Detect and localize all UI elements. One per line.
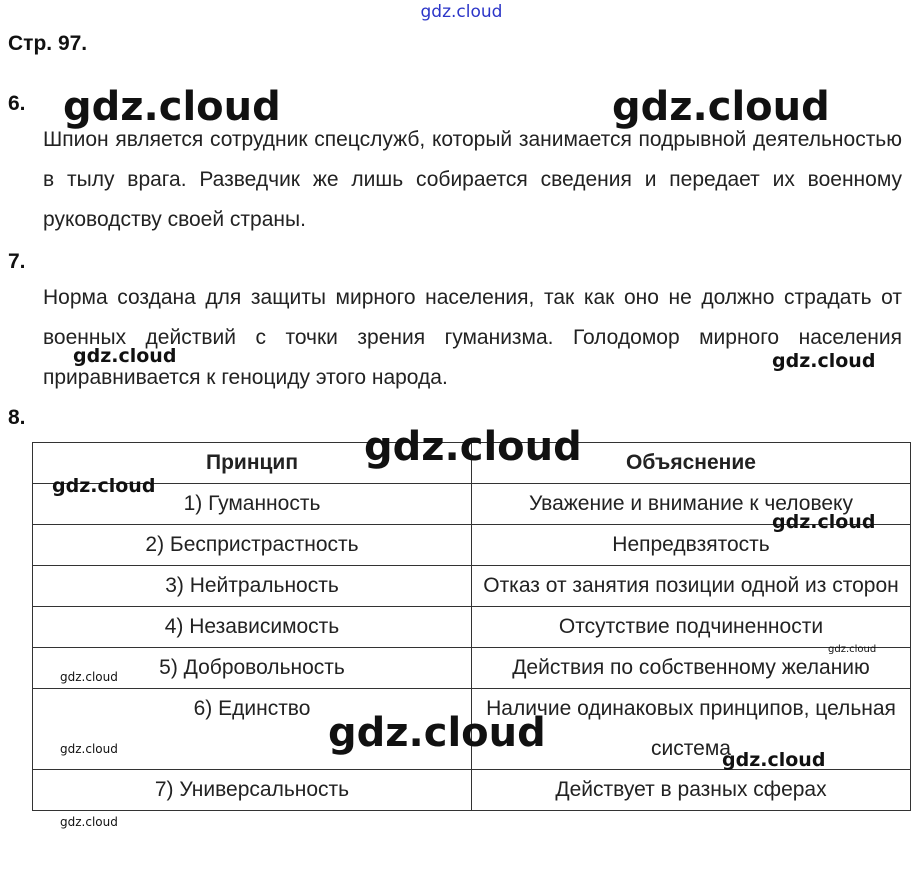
header-watermark: gdz.cloud bbox=[420, 2, 503, 22]
question-7-answer: Норма создана для защиты мирного населения, так как оно не должно страдать от военных действий с точки зрения гуманизма. Голодомор мирного населения приравнивается к геноциду этого народа. bbox=[43, 286, 902, 389]
explanation-cell: Действия по собственному желанию bbox=[472, 648, 911, 689]
explanation-cell: Наличие одинаковых принципов, цельная система bbox=[472, 689, 911, 770]
principle-cell: 4) Независимость bbox=[33, 607, 472, 648]
principle-cell: 5) Добровольность bbox=[33, 648, 472, 689]
table-row bbox=[33, 566, 911, 607]
question-7-number: 7. bbox=[8, 250, 26, 273]
watermark: gdz.cloud bbox=[52, 475, 156, 497]
page-label: Стр. 97. bbox=[8, 32, 88, 55]
question-8-number: 8. bbox=[8, 406, 26, 429]
watermark: gdz.cloud bbox=[772, 350, 876, 372]
principle-cell: 3) Нейтральность bbox=[33, 566, 472, 607]
watermark: gdz.cloud bbox=[828, 644, 877, 655]
watermark: gdz.cloud bbox=[63, 84, 281, 130]
principle-cell: 2) Беспристрастность bbox=[33, 525, 472, 566]
principle-cell: 1) Гуманность bbox=[33, 484, 472, 525]
header-explanation: Объяснение bbox=[472, 443, 911, 484]
header-principle: Принцип bbox=[33, 443, 472, 484]
watermark: gdz.cloud bbox=[60, 670, 118, 684]
watermark: gdz.cloud bbox=[73, 345, 177, 367]
watermark: gdz.cloud bbox=[364, 424, 582, 470]
watermark: gdz.cloud bbox=[772, 511, 876, 533]
question-6-answer: Шпион является сотрудник спецслужб, который занимается подрывной деятельностью в тылу врага. Разведчик же лишь собирается сведения и передает их военному руководству своей страны. bbox=[43, 128, 902, 231]
question-6-number: 6. bbox=[8, 92, 26, 115]
explanation-cell: Отсутствие подчиненности bbox=[472, 607, 911, 648]
explanation-cell: Действует в разных сферах bbox=[472, 770, 911, 811]
watermark: gdz.cloud bbox=[722, 749, 826, 771]
table-row bbox=[33, 770, 911, 811]
table-row bbox=[33, 648, 911, 689]
watermark: gdz.cloud bbox=[612, 84, 830, 130]
watermark: gdz.cloud bbox=[60, 742, 118, 756]
explanation-cell: Уважение и внимание к человеку bbox=[472, 484, 911, 525]
watermark: gdz.cloud bbox=[328, 710, 546, 756]
watermark: gdz.cloud bbox=[60, 815, 118, 829]
principle-cell: 7) Универсальность bbox=[33, 770, 472, 811]
explanation-cell: Отказ от занятия позиции одной из сторон bbox=[472, 566, 911, 607]
table-row bbox=[33, 607, 911, 648]
principle-cell: 6) Единство bbox=[33, 689, 472, 770]
explanation-cell: Непредвзятость bbox=[472, 525, 911, 566]
